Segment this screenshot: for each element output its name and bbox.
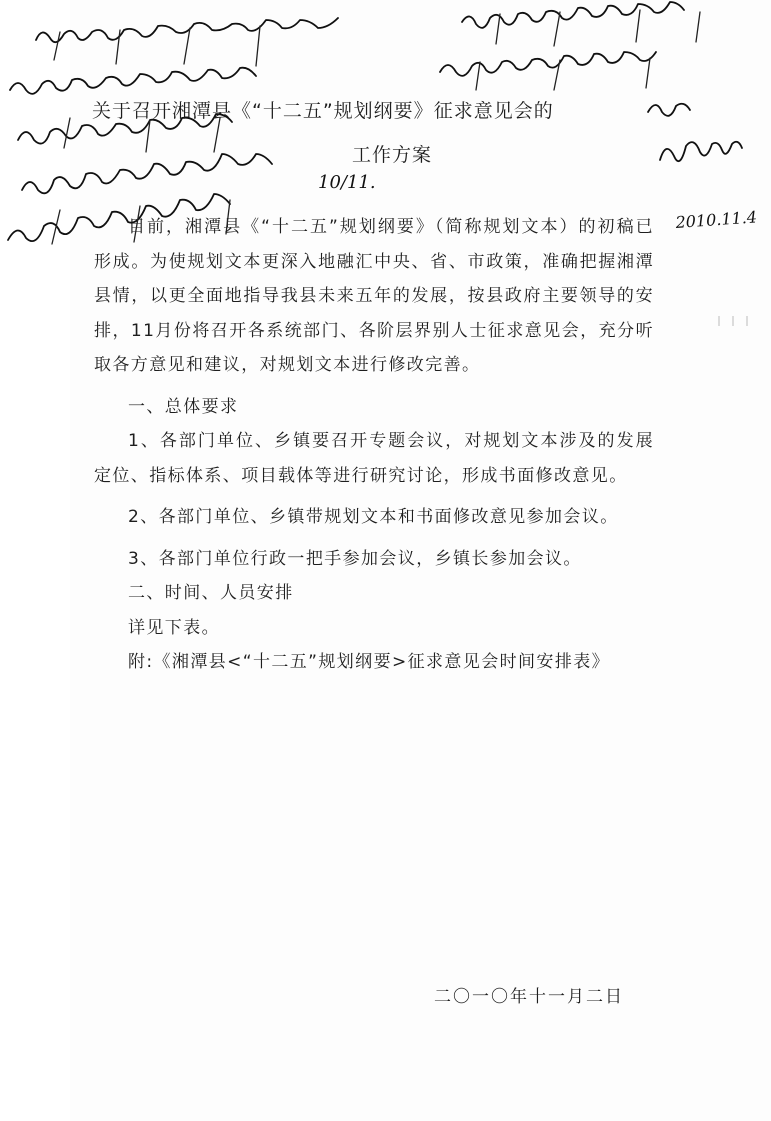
requirement-item-2: 2、各部门单位、乡镇带规划文本和书面修改意见参加会议。 bbox=[128, 507, 619, 527]
document-date: 二〇一〇年十一月二日 bbox=[434, 987, 624, 1007]
requirement-item-1: 1、各部门单位、乡镇要召开专题会议，对规划文本涉及的发展定位、指标体系、项目载体等进行研究讨论，形成书面修改意见。 bbox=[94, 431, 654, 486]
attachment-note: 附:《湘潭县<“十二五”规划纲要>征求意见会时间安排表》 bbox=[128, 652, 611, 672]
handwritten-date-right: 2010.11.4 bbox=[674, 207, 758, 232]
section-heading-schedule: 二、时间、人员安排 bbox=[128, 583, 294, 603]
scan-tick-marks bbox=[719, 316, 747, 326]
handwritten-date-left: 10/11. bbox=[318, 172, 376, 193]
requirement-item-3: 3、各部门单位行政一把手参加会议，乡镇长参加会议。 bbox=[128, 548, 582, 569]
intro-paragraph: 目前，湘潭县《“十二五”规划纲要》（简称规划文本）的初稿已形成。为使规划文本更深入地融汇中央、省、市政策，准确把握湘潭县情，以更全面地指导我县未来五年的发展，按县政府主要领导的安排，11月份将召开各系统部门、各阶层界别人士征求意见会，充分听取各方意见和建议，对规划文本进行修改完善。 bbox=[94, 217, 654, 375]
document-subtitle: 工作方案 bbox=[352, 144, 433, 166]
scan-margin bbox=[0, 0, 70, 1121]
schedule-note: 详见下表。 bbox=[128, 617, 220, 638]
section-heading-requirements: 一、总体要求 bbox=[128, 396, 239, 417]
document-body bbox=[94, 210, 654, 680]
document-title: 关于召开湘潭县《“十二五”规划纲要》征求意见会的 bbox=[92, 100, 554, 122]
